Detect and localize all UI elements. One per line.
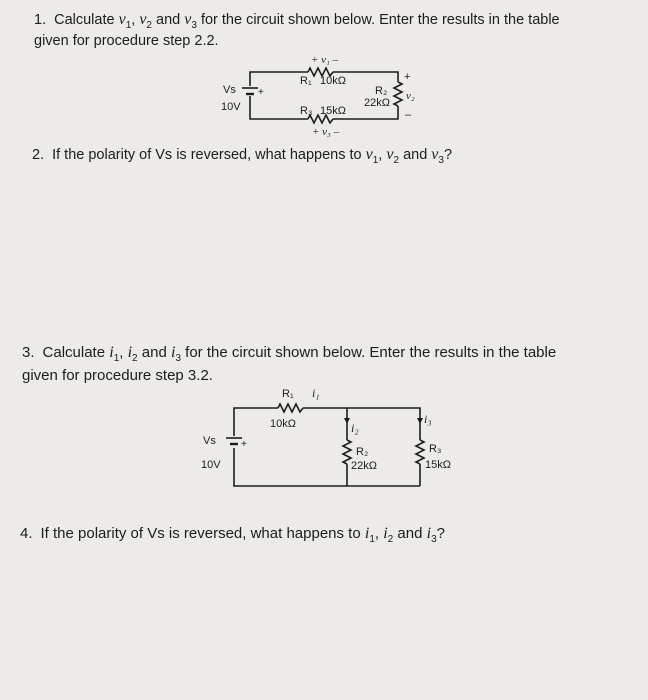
- circuit1-source-label: Vs: [223, 84, 236, 96]
- r2-zigzag-2: [343, 440, 351, 464]
- parallel-circuit-diagram: [0, 380, 648, 500]
- question-4-number: 4.: [20, 525, 33, 542]
- v1-polarity-label: + v₁ –: [311, 54, 339, 66]
- v2-symbol: v: [139, 11, 147, 28]
- q4-question-mark: ?: [436, 525, 445, 542]
- q4-i3-sub: 3: [431, 534, 437, 545]
- r2-value: 22kΩ: [364, 97, 390, 109]
- question-3: 3. Calculate $i_1$, $i_2$ and $i_3$ for the circuit shown below. Enter the results in the table: [22, 344, 557, 364]
- q4-i1-sub: 1: [369, 534, 375, 545]
- q2-question-mark: ?: [443, 147, 453, 163]
- circuit2-r1-value: 10kΩ: [270, 418, 296, 430]
- q4-and-word: and: [397, 525, 423, 542]
- v1-sub: 1: [125, 19, 132, 31]
- q2-v1-sub: 1: [372, 154, 379, 166]
- i1-sub: 1: [113, 353, 120, 364]
- q4-i2-symbol: i: [383, 525, 388, 542]
- question-1-text-b: for the circuit shown below. Enter the results in the table: [200, 12, 560, 28]
- circuit2-r3-label: R₃: [429, 443, 442, 455]
- question-1-text-a: Calculate: [54, 12, 115, 28]
- v1-symbol: v: [118, 11, 126, 28]
- q3-and-word: and: [141, 344, 167, 361]
- question-2-text: If the polarity of Vs is reversed, what happens to: [52, 147, 362, 163]
- circuit2-source-value: 10V: [201, 459, 221, 471]
- r1-zigzag-2: [278, 404, 303, 412]
- circuit2-source-label: Vs: [203, 435, 216, 447]
- i3-arrow-icon: [417, 418, 423, 424]
- v2-label: v₂: [406, 90, 415, 102]
- q2-v3-symbol: v: [431, 146, 439, 163]
- i1-symbol: i: [109, 344, 114, 361]
- question-3-text-a: Calculate: [42, 344, 106, 361]
- question-1-line-2: given for procedure step 2.2.: [34, 33, 219, 49]
- circuit2-i2-label: i₂: [351, 421, 359, 435]
- v2-sub: 2: [146, 19, 152, 31]
- question-2-number: 2.: [32, 147, 45, 163]
- q2-v3-sub: 3: [438, 154, 444, 166]
- question-4-text: If the polarity of Vs is reversed, what happens to: [40, 525, 361, 542]
- circuit2-plus: +: [241, 439, 247, 450]
- question-4: 4. If the polarity of Vs is reversed, what happens to $i_1$, $i_2$ and $i_3$?: [20, 525, 445, 545]
- r3-zigzag-2: [416, 440, 424, 464]
- q2-v2-sub: 2: [393, 154, 400, 166]
- r1-value: 10kΩ: [320, 75, 346, 87]
- r3-value: 15kΩ: [320, 105, 346, 117]
- i2-arrow-icon: [344, 418, 350, 424]
- i3-sub: 3: [175, 353, 181, 364]
- v3-polarity-label: + v₃ –: [312, 126, 340, 138]
- q4-i3-symbol: i: [426, 525, 432, 542]
- circuit1-plus: +: [258, 87, 264, 98]
- question-3-text-b: for the circuit shown below. Enter the results in the table: [185, 344, 557, 361]
- circuit2-r2-value: 22kΩ: [351, 460, 377, 472]
- circuit2-i1-label: i₁: [312, 386, 320, 400]
- series-circuit-diagram: [0, 0, 648, 160]
- v3-sub: 3: [191, 19, 197, 31]
- circuit2-i3-label: i₃: [424, 412, 432, 426]
- r1-label: R₁: [300, 75, 312, 87]
- circuit2-wire: [234, 408, 420, 486]
- and-word: and: [156, 12, 181, 28]
- q4-i1-symbol: i: [364, 525, 370, 542]
- q2-and-word: and: [403, 147, 428, 163]
- question-3-number: 3.: [22, 344, 35, 361]
- q2-v2-symbol: v: [386, 146, 394, 163]
- i2-symbol: i: [127, 344, 133, 361]
- v2-minus: –: [405, 109, 412, 121]
- r2-label: R₂: [375, 85, 388, 97]
- v2-plus: +: [404, 71, 411, 83]
- question-1-number: 1.: [34, 12, 47, 28]
- circuit2-r2-label: R₂: [356, 446, 369, 458]
- v3-symbol: v: [184, 11, 192, 28]
- circuit2-r1-label: R₁: [282, 388, 294, 400]
- question-1: 1. Calculate $v_1$, $v_2$ and $v_3$ for the circuit shown below. Enter the results in the table: [34, 11, 560, 31]
- i3-symbol: i: [170, 344, 176, 361]
- circuit2-r3-value: 15kΩ: [425, 459, 451, 471]
- r3-label: R₃: [300, 105, 313, 117]
- r2-zigzag: [394, 82, 402, 106]
- q2-v1-symbol: v: [365, 146, 373, 163]
- circuit1-source-value: 10V: [221, 101, 241, 113]
- question-2: 2. If the polarity of Vs is reversed, what happens to $v_1$, $v_2$ and $v_3$?: [32, 146, 453, 166]
- q4-i2-sub: 2: [387, 534, 394, 545]
- question-3-line-2: given for procedure step 3.2.: [22, 367, 213, 384]
- i2-sub: 2: [132, 353, 138, 364]
